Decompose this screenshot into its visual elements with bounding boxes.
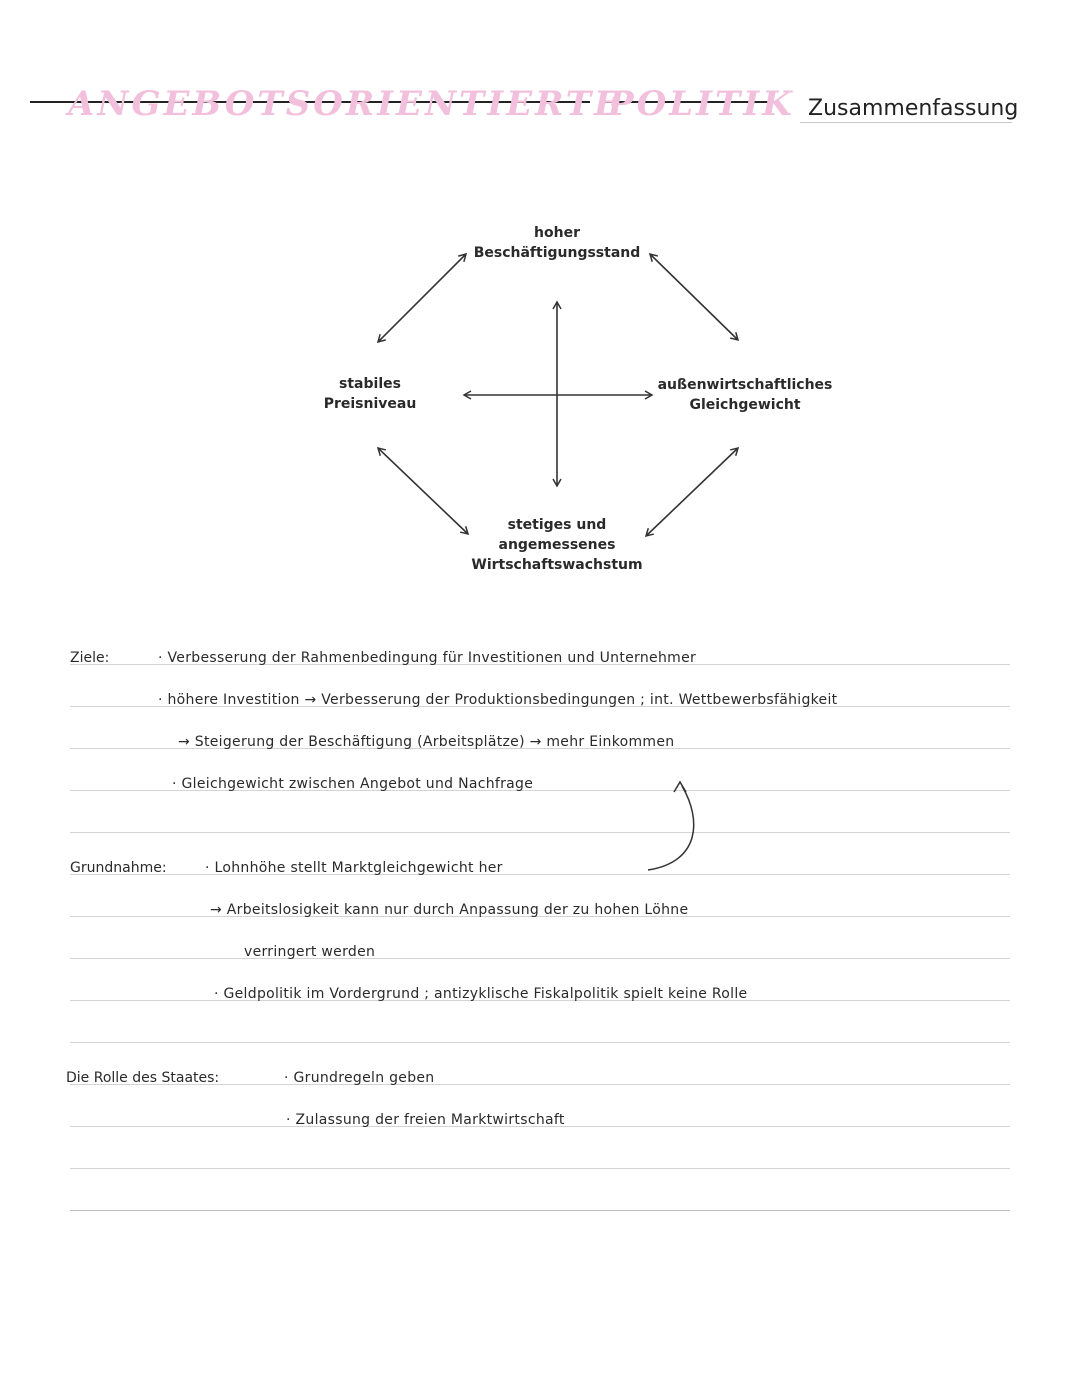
node-left-line-1: stabiles: [339, 376, 401, 392]
page-subtitle: Zusammenfassung: [808, 96, 1019, 121]
page-title-word-2: POLITIK: [608, 84, 795, 124]
node-top: [457, 223, 657, 263]
node-top-line-2: Beschäftigungsstand: [473, 245, 641, 261]
ziele-line-2: · höhere Investition → Verbesserung der Produktionsbedingungen ; int. Wettbewerbsfähigkeit: [158, 692, 838, 708]
arrow-top-left: [378, 254, 466, 342]
grundnahme-line-2: → Arbeitslosigkeit kann nur durch Anpassung der zu hohen Löhne: [210, 902, 689, 918]
grundnahme-line-4: · Geldpolitik im Vordergrund ; antizyklische Fiskalpolitik spielt keine Rolle: [214, 986, 748, 1002]
staat-label: Die Rolle des Staates:: [66, 1070, 220, 1086]
grundnahme-line-3: verringert werden: [244, 944, 376, 960]
node-bottom-line-2: angemessenes: [498, 537, 616, 553]
ruled-line: [70, 1210, 1010, 1211]
node-left: [300, 374, 440, 414]
staat-line-2: · Zulassung der freien Marktwirtschaft: [286, 1112, 565, 1128]
node-right-line-1: außenwirtschaftliches: [657, 377, 833, 393]
node-right-line-2: Gleichgewicht: [689, 397, 801, 413]
node-bottom: [457, 515, 657, 575]
node-bottom-line-1: stetiges und: [507, 517, 607, 533]
ziele-line-1: · Verbesserung der Rahmenbedingung für Investitionen und Unternehmer: [158, 650, 697, 666]
grundnahme-line-1: · Lohnhöhe stellt Marktgleichgewicht her: [205, 860, 503, 876]
ziele-label: Ziele:: [70, 650, 110, 666]
ruled-line: [70, 1042, 1010, 1043]
ziele-line-3: → Steigerung der Beschäftigung (Arbeitsplätze) → mehr Einkommen: [178, 734, 675, 750]
staat-line-1: · Grundregeln geben: [284, 1070, 435, 1086]
node-left-line-2: Preisniveau: [323, 396, 417, 412]
page-title-word-1: ANGEBOTSORIENTIERTE: [68, 84, 624, 124]
ruled-line: [70, 958, 1010, 959]
grundnahme-label: Grundnahme:: [70, 860, 167, 876]
curved-connector-arrow: [640, 770, 720, 880]
arrow-top-right: [650, 254, 738, 340]
node-top-line-1: hoher: [534, 225, 580, 241]
arrow-bottom-left: [378, 448, 468, 534]
arrow-bottom-right: [646, 448, 738, 536]
node-bottom-line-3: Wirtschaftswachstum: [471, 557, 643, 573]
ruled-line: [70, 832, 1010, 833]
ziele-line-4: · Gleichgewicht zwischen Angebot und Nachfrage: [172, 776, 534, 792]
node-right: [650, 375, 840, 415]
ruled-line: [70, 1168, 1010, 1169]
